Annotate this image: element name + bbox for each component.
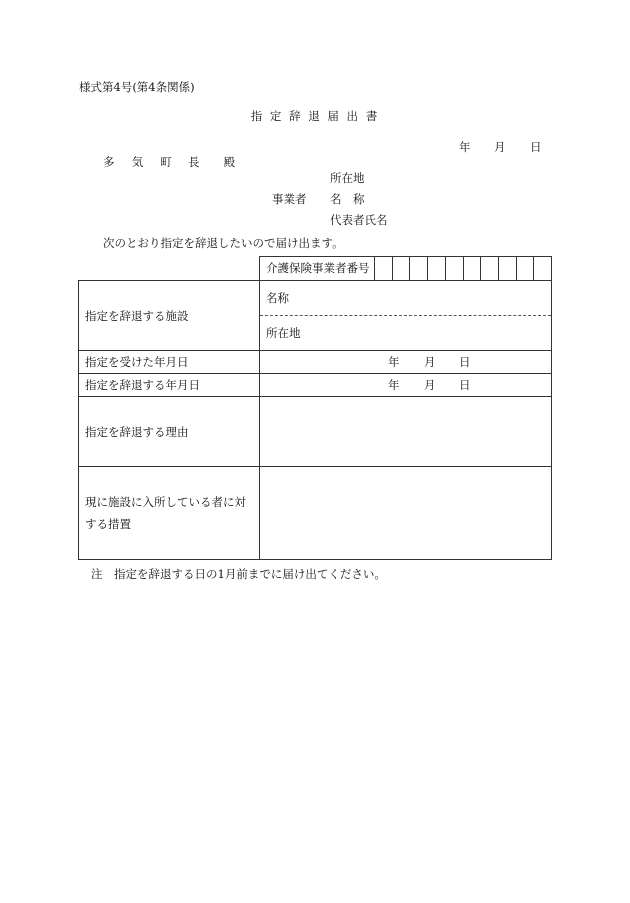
month-label: 月	[424, 378, 436, 392]
measures-field[interactable]	[260, 467, 552, 560]
provider-number-digit[interactable]	[464, 257, 482, 280]
addressee-char: 町	[160, 155, 172, 169]
year-label: 年	[388, 355, 400, 369]
addressee-char: 長	[187, 155, 200, 169]
withdraw-date-field[interactable]	[260, 374, 552, 397]
blank-cell	[79, 257, 260, 281]
addressee-char: 気	[131, 155, 144, 169]
date-year-label: 年	[459, 140, 471, 154]
measures-label: 現に施設に入所している者に対する措置	[79, 467, 260, 560]
addressee	[103, 154, 235, 170]
facility-label: 指定を辞退する施設	[79, 281, 260, 351]
applicant-business-label: 事業者	[272, 192, 307, 206]
reason-label: 指定を辞退する理由	[79, 397, 260, 467]
intro-text: 次のとおり指定を辞退したいので届け出ます。	[103, 236, 344, 250]
form-number: 様式第4号(第4条関係)	[79, 80, 195, 94]
day-label: 日	[459, 378, 471, 392]
reason-field[interactable]	[260, 397, 552, 467]
applicant-address-label: 所在地	[330, 171, 365, 185]
applicant-name-label: 名 称	[330, 192, 365, 206]
footnote: 注 指定を辞退する日の1月前までに届け出てください。	[91, 567, 386, 581]
provider-number-digit[interactable]	[499, 257, 517, 280]
provider-number-label: 介護保険事業者番号	[260, 257, 375, 280]
date-month-label: 月	[494, 140, 506, 154]
month-label: 月	[424, 355, 436, 369]
year-label: 年	[388, 378, 400, 392]
day-label: 日	[459, 355, 471, 369]
provider-number-digit[interactable]	[428, 257, 446, 280]
provider-number-digit[interactable]	[375, 257, 393, 280]
provider-number-digit[interactable]	[410, 257, 428, 280]
provider-number-digit[interactable]	[481, 257, 499, 280]
designated-date-label: 指定を受けた年月日	[79, 351, 260, 374]
provider-number-digit[interactable]	[393, 257, 411, 280]
provider-number-digit[interactable]	[517, 257, 535, 280]
addressee-char: 多	[103, 155, 115, 169]
addressee-char: 殿	[223, 155, 236, 169]
facility-name-label[interactable]: 名称	[260, 281, 552, 316]
date-day-label: 日	[530, 140, 542, 154]
applicant-representative-label: 代表者氏名	[330, 213, 388, 227]
document-title: 指 定 辞 退 届 出 書	[250, 109, 380, 123]
facility-address-label[interactable]: 所在地	[260, 316, 552, 351]
withdraw-date-label: 指定を辞退する年月日	[79, 374, 260, 397]
withdrawal-form-table	[78, 256, 552, 560]
provider-number-digit[interactable]	[446, 257, 464, 280]
provider-number-digit[interactable]	[534, 257, 551, 280]
designated-date-field[interactable]	[260, 351, 552, 374]
provider-number-cell	[260, 257, 552, 281]
